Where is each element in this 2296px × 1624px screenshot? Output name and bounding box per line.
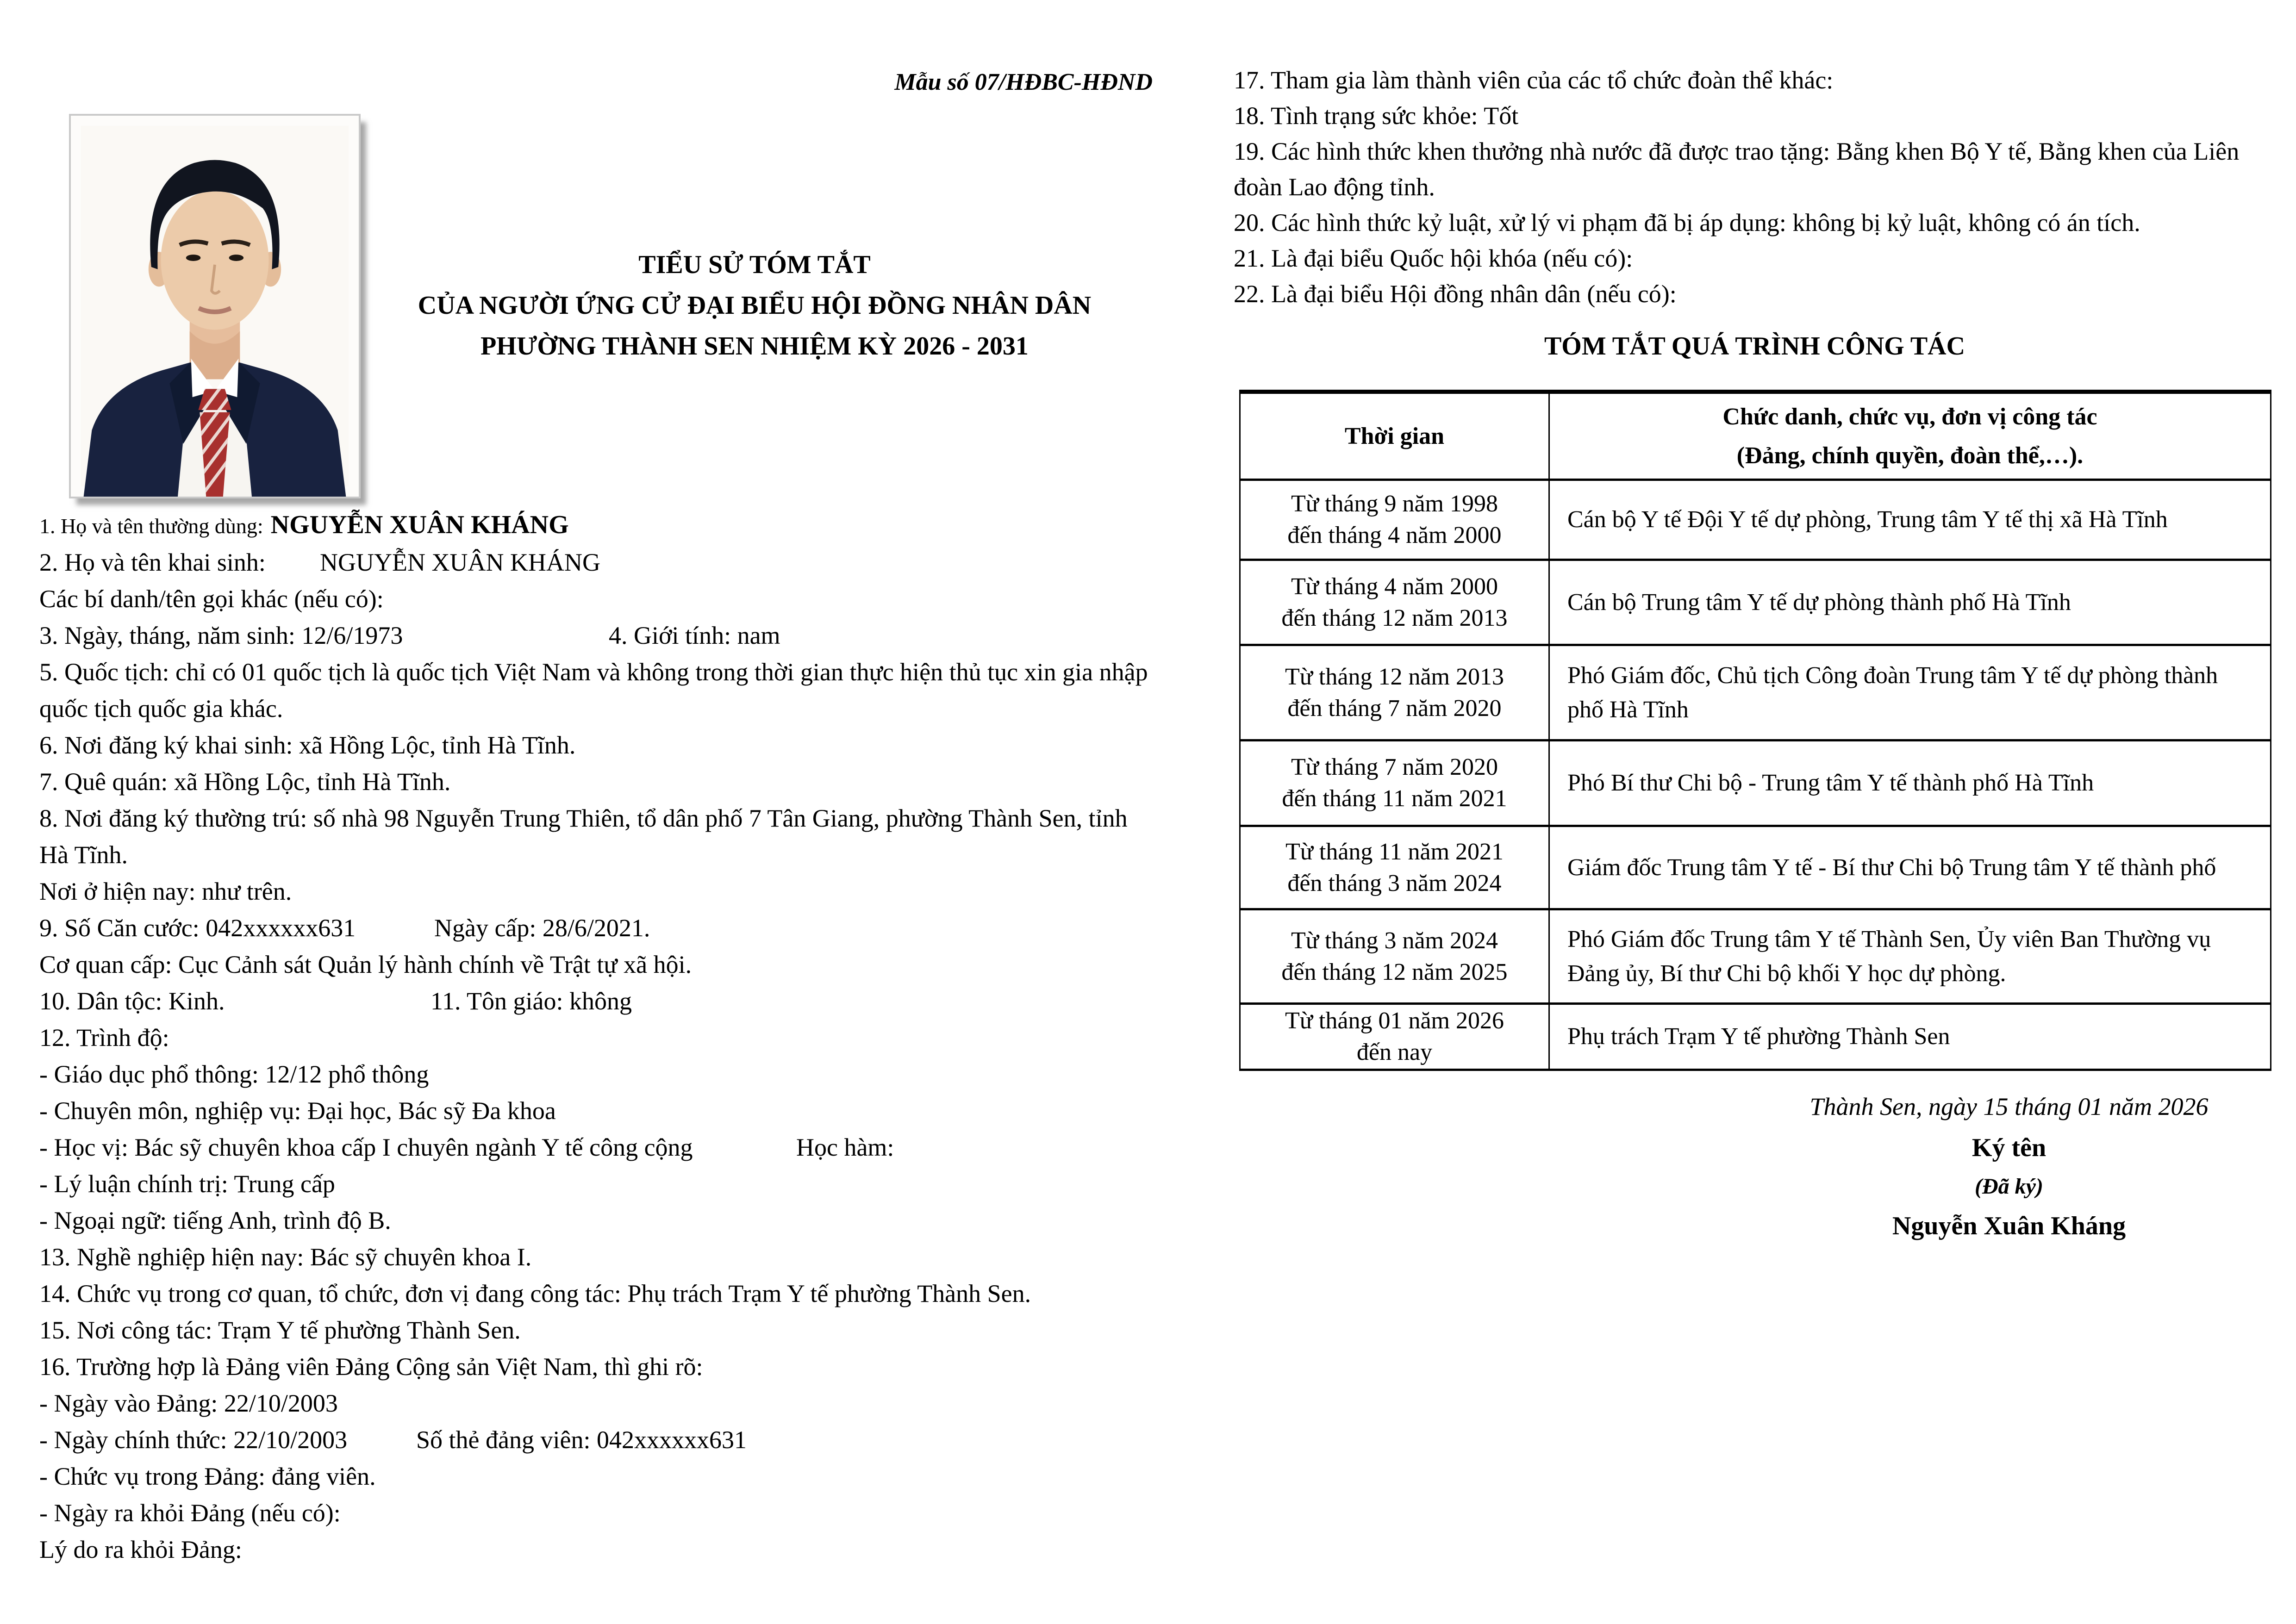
- info-line-degree: - Học vị: Bác sỹ chuyên khoa cấp I chuyên ngành Y tế công cộng Học hàm:: [39, 1133, 894, 1161]
- table-row: [1240, 1004, 2271, 1070]
- candidate-portrait: [69, 114, 361, 498]
- info-line-birthdate-gender: 3. Ngày, tháng, năm sinh: 12/6/1973 4. Giới tính: nam: [39, 622, 780, 649]
- info-line-permanent-address: 8. Nơi đăng ký thường trú: số nhà 98 Nguyễn Trung Thiên, tổ dân phố 7 Tân Giang, phường Thành Sen, tỉnh Hà Tĩnh.: [39, 804, 1128, 869]
- info-line-peoples-council: 22. Là đại biểu Hội đồng nhân dân (nếu có):: [1234, 280, 1677, 308]
- table-row: [1240, 909, 2271, 1004]
- role-cell: Phó Giám đốc Trung tâm Y tế Thành Sen, Ủy viên Ban Thường vụ Đảng ủy, Bí thư Chi bộ khối Y học dự phòng.: [1549, 909, 2271, 1004]
- info-line-awards: 19. Các hình thức khen thưởng nhà nước đã được trao tặng: Bằng khen Bộ Y tế, Bằng khen của Liên đoàn Lao động tỉnh.: [1234, 137, 2240, 201]
- time-cell: Từ tháng 3 năm 2024 đến tháng 12 năm 2025: [1240, 909, 1549, 1004]
- portrait-illustration: [71, 116, 359, 497]
- role-cell: Giám đốc Trung tâm Y tế - Bí thư Chi bộ Trung tâm Y tế thành phố: [1549, 826, 2271, 909]
- role-cell: Phụ trách Trạm Y tế phường Thành Sen: [1549, 1004, 2271, 1070]
- signature-name: Nguyễn Xuân Kháng: [1892, 1212, 2126, 1240]
- eyes: [186, 255, 201, 261]
- career-table-header-row: [1240, 392, 2271, 480]
- title-line-2: CỦA NGƯỜI ỨNG CỬ ĐẠI BIỂU HỘI ĐỒNG NHÂN DÂN: [418, 291, 1092, 320]
- document-title: [361, 244, 1148, 367]
- info-line-health: 18. Tình trạng sức khỏe: Tốt: [1234, 102, 1519, 130]
- role-cell: Phó Bí thư Chi bộ - Trung tâm Y tế thành phố Hà Tĩnh: [1549, 740, 2271, 826]
- signed-note: (Đã ký): [1975, 1174, 2043, 1199]
- info-line-professional: - Chuyên môn, nghiệp vụ: Đại học, Bác sỹ Đa khoa: [39, 1097, 556, 1125]
- info-line-common-name: [39, 507, 1160, 544]
- info-line-hometown: 7. Quê quán: xã Hồng Lộc, tỉnh Hà Tĩnh.: [39, 768, 451, 796]
- info-line-party-role: - Chức vụ trong Đảng: đảng viên.: [39, 1462, 376, 1490]
- additional-info-section: [1234, 62, 2284, 312]
- signature-place-date: Thành Sen, ngày 15 tháng 01 năm 2026: [1809, 1093, 2209, 1120]
- time-cell: Từ tháng 12 năm 2013 đến tháng 7 năm 2020: [1240, 645, 1549, 740]
- career-table: [1239, 390, 2271, 1071]
- role-cell: Cán bộ Y tế Đội Y tế dự phòng, Trung tâm Y tế thị xã Hà Tĩnh: [1549, 480, 2271, 560]
- title-line-3: PHƯỜNG THÀNH SEN NHIỆM KỲ 2026 - 2031: [480, 332, 1029, 361]
- info-line-occupation: 13. Nghề nghiệp hiện nay: Bác sỹ chuyên khoa I.: [39, 1243, 532, 1271]
- info-line-aliases: Các bí danh/tên gọi khác (nếu có):: [39, 585, 384, 613]
- info-line-birth-registration: 6. Nơi đăng ký khai sinh: xã Hồng Lộc, tỉnh Hà Tĩnh.: [39, 731, 576, 759]
- personal-info-section: [39, 507, 1160, 1568]
- signature-label: Ký tên: [1972, 1133, 2046, 1162]
- time-cell: Từ tháng 9 năm 1998 đến tháng 4 năm 2000: [1240, 480, 1549, 560]
- time-cell: Từ tháng 01 năm 2026 đến nay: [1240, 1004, 1549, 1070]
- common-name-value: NGUYỄN XUÂN KHÁNG: [270, 510, 569, 539]
- time-cell: Từ tháng 7 năm 2020 đến tháng 11 năm 2021: [1240, 740, 1549, 826]
- info-line-party-join-date: - Ngày vào Đảng: 22/10/2003: [39, 1389, 338, 1417]
- info-line-party-leave-date: - Ngày ra khỏi Đảng (nếu có):: [39, 1499, 341, 1527]
- info-line-current-residence: Nơi ở hiện nay: như trên.: [39, 877, 292, 905]
- table-row: [1240, 560, 2271, 645]
- info-line-political-theory: - Lý luận chính trị: Trung cấp: [39, 1170, 335, 1198]
- table-row: [1240, 826, 2271, 909]
- info-line-party-leave-reason: Lý do ra khỏi Đảng:: [39, 1536, 242, 1563]
- form-number: Mẫu số 07/HĐBC-HĐND: [894, 69, 1153, 95]
- career-section-title: TÓM TẮT QUÁ TRÌNH CÔNG TÁC: [1544, 332, 1965, 361]
- info-line-organizations: 17. Tham gia làm thành viên của các tổ chức đoàn thể khác:: [1234, 66, 1834, 94]
- info-line-national-assembly: 21. Là đại biểu Quốc hội khóa (nếu có):: [1234, 244, 1633, 272]
- title-line-1: TIỂU SỬ TÓM TẮT: [638, 250, 871, 279]
- info-line-foreign-language: - Ngoại ngữ: tiếng Anh, trình độ B.: [39, 1207, 391, 1234]
- info-line-education-header: 12. Trình độ:: [39, 1024, 169, 1052]
- info-line-discipline: 20. Các hình thức kỷ luật, xử lý vi phạm đã bị áp dụng: không bị kỷ luật, không có án tích.: [1234, 209, 2140, 236]
- info-line-id-card: 9. Số Căn cước: 042xxxxxx631 Ngày cấp: 28/6/2021.: [39, 914, 650, 942]
- face: [161, 190, 268, 330]
- signature-block: [1731, 1092, 2287, 1241]
- info-line-workplace: 15. Nơi công tác: Trạm Y tế phường Thành Sen.: [39, 1316, 521, 1344]
- info-line-party-official-date: - Ngày chính thức: 22/10/2003 Số thẻ đảng viên: 042xxxxxx631: [39, 1426, 747, 1454]
- info-line-id-issuer: Cơ quan cấp: Cục Cảnh sát Quản lý hành chính về Trật tự xã hội.: [39, 951, 692, 978]
- column-header-role: Chức danh, chức vụ, đơn vị công tác (Đảng, chính quyền, đoàn thể,…).: [1549, 392, 2271, 480]
- time-cell: Từ tháng 4 năm 2000 đến tháng 12 năm 2013: [1240, 560, 1549, 645]
- info-line-ethnicity-religion: 10. Dân tộc: Kinh. 11. Tôn giáo: không: [39, 987, 632, 1015]
- column-header-time: Thời gian: [1240, 392, 1549, 480]
- info-line-party-member: 16. Trường hợp là Đảng viên Đảng Cộng sản Việt Nam, thì ghi rõ:: [39, 1353, 703, 1381]
- info-line-general-education: - Giáo dục phổ thông: 12/12 phổ thông: [39, 1060, 429, 1088]
- table-row: [1240, 480, 2271, 560]
- info-line-nationality: 5. Quốc tịch: chỉ có 01 quốc tịch là quốc tịch Việt Nam và không trong thời gian thực hiện thủ tục xin gia nhập quốc tịch quốc gia khác.: [39, 658, 1148, 722]
- info-line-birth-name: 2. Họ và tên khai sinh: NGUYỄN XUÂN KHÁNG: [39, 548, 600, 576]
- role-cell: Phó Giám đốc, Chủ tịch Công đoàn Trung tâm Y tế dự phòng thành phố Hà Tĩnh: [1549, 645, 2271, 740]
- common-name-label: 1. Họ và tên thường dùng:: [39, 514, 263, 538]
- table-row: [1240, 645, 2271, 740]
- table-row: [1240, 740, 2271, 826]
- role-cell: Cán bộ Trung tâm Y tế dự phòng thành phố Hà Tĩnh: [1549, 560, 2271, 645]
- time-cell: Từ tháng 11 năm 2021 đến tháng 3 năm 2024: [1240, 826, 1549, 909]
- info-line-position: 14. Chức vụ trong cơ quan, tổ chức, đơn vị đang công tác: Phụ trách Trạm Y tế phường Thành Sen.: [39, 1280, 1031, 1307]
